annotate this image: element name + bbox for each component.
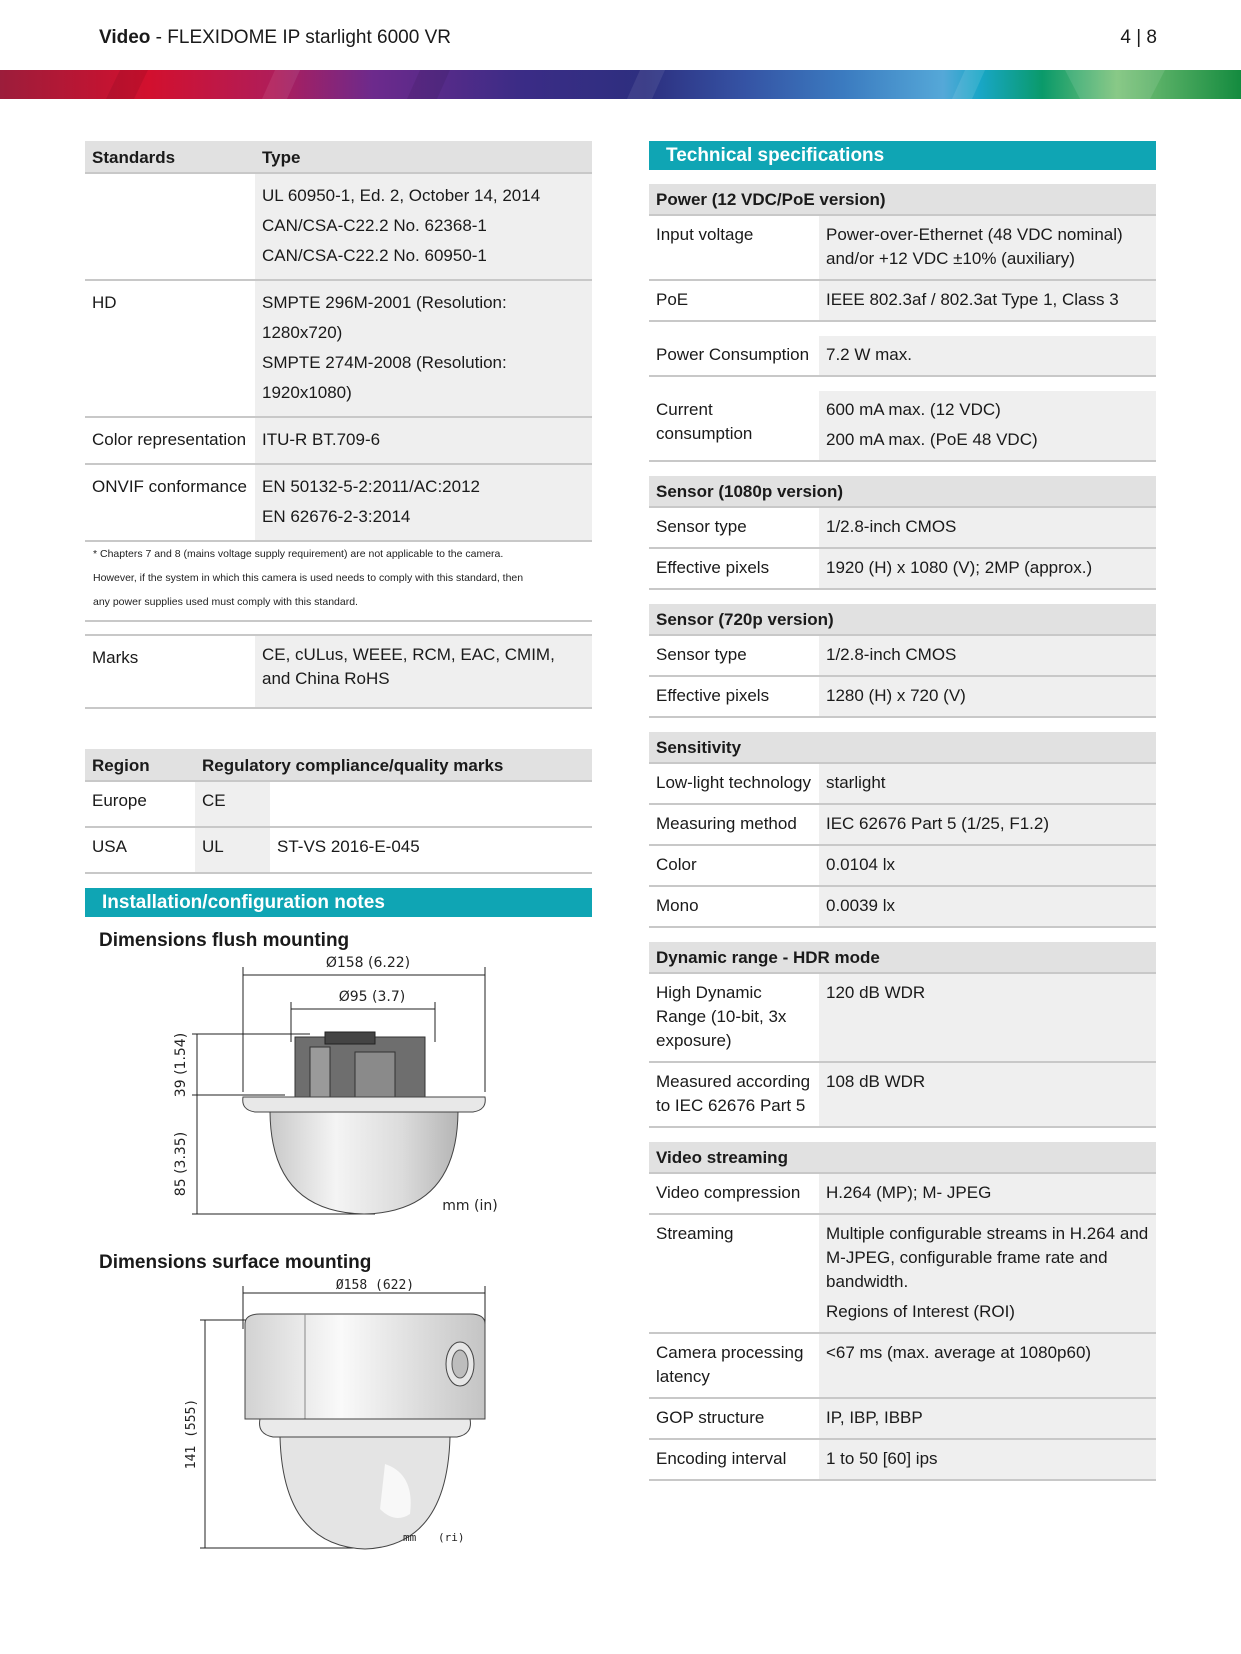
surface-dim-height: 141 (555) xyxy=(184,1398,199,1470)
spec-value: 1 to 50 [60] ips xyxy=(819,1439,1156,1480)
marks-key: Marks xyxy=(85,635,255,708)
spec-value: starlight xyxy=(819,763,1156,804)
spec-key: Mono xyxy=(649,886,819,927)
hd-key: HD xyxy=(85,280,255,417)
spec-group-heading: Power (12 VDC/PoE version) xyxy=(649,184,1156,215)
tech-spec-title: Technical specifications xyxy=(649,141,1156,170)
spec-value: 1920 (H) x 1080 (V); 2MP (approx.) xyxy=(819,548,1156,589)
table-row xyxy=(649,336,1156,376)
table-row xyxy=(649,763,1156,804)
table-row xyxy=(649,1333,1156,1398)
spec-value: <67 ms (max. average at 1080p60) xyxy=(819,1333,1156,1398)
dim-outer-diameter: Ø158 (6.22) xyxy=(325,955,411,971)
spec-key: Measuring method xyxy=(649,804,819,845)
spec-key: Current consumption xyxy=(649,391,819,461)
region-table xyxy=(85,749,592,874)
surface-unit-a: mm xyxy=(403,1531,417,1544)
spec-group-heading: Video streaming xyxy=(649,1142,1156,1173)
spec-key: Low-light technology xyxy=(649,763,819,804)
spec-key: Encoding interval xyxy=(649,1439,819,1480)
table-row xyxy=(649,845,1156,886)
table-row xyxy=(649,280,1156,321)
table-row xyxy=(649,1398,1156,1439)
flush-mount-drawing xyxy=(85,952,592,1248)
document-title: Video - FLEXIDOME IP starlight 6000 VR xyxy=(99,27,451,48)
spec-key: Streaming xyxy=(649,1214,819,1333)
table-row xyxy=(649,391,1156,461)
spec-value: 7.2 W max. xyxy=(819,336,1156,376)
surface-mount-drawing xyxy=(85,1274,592,1564)
spec-value: 1/2.8-inch CMOS xyxy=(819,635,1156,676)
dim-inner-diameter: Ø95 (3.7) xyxy=(338,989,406,1005)
surface-dim-diameter: Ø158 (622) xyxy=(335,1278,415,1293)
onvif-values: EN 50132-5-2:2011/AC:2012 EN 62676-2-3:2014 xyxy=(255,464,592,541)
table-row xyxy=(649,886,1156,927)
standards-footnote: * Chapters 7 and 8 (mains voltage supply requirement) are not applicable to the camera. However, if the system in which this camera is used needs to comply with this standard, then any power supplies used must comply with this standard. xyxy=(85,541,592,621)
dim-top-height: 39 (1.54) xyxy=(173,1032,189,1098)
spec-group-heading: Dynamic range - HDR mode xyxy=(649,942,1156,973)
table-row xyxy=(649,1439,1156,1480)
spec-value: H.264 (MP); M- JPEG xyxy=(819,1173,1156,1214)
table-row xyxy=(649,215,1156,280)
spec-value: 108 dB WDR xyxy=(819,1062,1156,1127)
hd-values: SMPTE 296M-2001 (Resolution: 1280x720) SMPTE 274M-2008 (Resolution: 1920x1080) xyxy=(255,280,592,417)
right-column xyxy=(649,141,1156,1481)
standards-values: UL 60950-1, Ed. 2, October 14, 2014 CAN/CSA-C22.2 No. 62368-1 CAN/CSA-C22.2 No. 60950-1 xyxy=(255,173,592,280)
color-rep-key: Color representation xyxy=(85,417,255,464)
table-row xyxy=(649,548,1156,589)
surface-mounting-heading: Dimensions surface mounting xyxy=(99,1252,372,1273)
spec-value: IP, IBP, IBBP xyxy=(819,1398,1156,1439)
spec-value: 0.0039 lx xyxy=(819,886,1156,927)
spec-key: Measured according to IEC 62676 Part 5 xyxy=(649,1062,819,1127)
table-row xyxy=(649,635,1156,676)
spec-value: 1/2.8-inch CMOS xyxy=(819,507,1156,548)
color-rep-value: ITU-R BT.709-6 xyxy=(255,417,592,464)
spec-value: 600 mA max. (12 VDC) 200 mA max. (PoE 48 VDC) xyxy=(819,391,1156,461)
tech-spec-table xyxy=(649,184,1156,1481)
spec-key: Power Consumption xyxy=(649,336,819,376)
table-row xyxy=(649,676,1156,717)
dim-bottom-height: 85 (3.35) xyxy=(173,1131,189,1197)
table-row xyxy=(649,804,1156,845)
spec-key: Sensor type xyxy=(649,507,819,548)
spec-key: Video compression xyxy=(649,1173,819,1214)
spec-value: 0.0104 lx xyxy=(819,845,1156,886)
spec-value: IEC 62676 Part 5 (1/25, F1.2) xyxy=(819,804,1156,845)
flush-mounting-heading: Dimensions flush mounting xyxy=(99,930,350,951)
type-col-header: Type xyxy=(255,141,592,173)
spec-key: Color xyxy=(649,845,819,886)
standards-col-header: Standards xyxy=(85,141,255,173)
spec-group-heading: Sensor (1080p version) xyxy=(649,476,1156,507)
spec-value: Power-over-Ethernet (48 VDC nominal) and/or +12 VDC ±10% (auxiliary) xyxy=(819,215,1156,280)
table-row xyxy=(649,1214,1156,1333)
installation-section-title: Installation/configuration notes xyxy=(85,888,592,917)
spec-value: IEEE 802.3af / 802.3at Type 1, Class 3 xyxy=(819,280,1156,321)
table-row xyxy=(649,1173,1156,1214)
spec-key: GOP structure xyxy=(649,1398,819,1439)
table-row xyxy=(649,973,1156,1062)
spec-key: Input voltage xyxy=(649,215,819,280)
brand-color-band xyxy=(0,70,1241,99)
flush-unit-label: mm (in) xyxy=(442,1198,498,1214)
spec-value: Multiple configurable streams in H.264 and M-JPEG, configurable frame rate and bandwidth. Regions of Interest (ROI) xyxy=(819,1214,1156,1333)
spec-key: Effective pixels xyxy=(649,676,819,717)
spec-value: 120 dB WDR xyxy=(819,973,1156,1062)
table-row: Europe CE xyxy=(85,781,592,827)
table-row xyxy=(649,1062,1156,1127)
region-col-header: Region xyxy=(85,749,195,781)
marks-value: CE, cULus, WEEE, RCM, EAC, CMIM, and China RoHS xyxy=(255,635,592,708)
spec-key: Sensor type xyxy=(649,635,819,676)
table-row: USA UL ST-VS 2016-E-045 xyxy=(85,827,592,873)
spec-key: Camera processing latency xyxy=(649,1333,819,1398)
spec-group-heading: Sensitivity xyxy=(649,732,1156,763)
page-header xyxy=(0,0,1241,70)
spec-key: PoE xyxy=(649,280,819,321)
spec-group-heading: Sensor (720p version) xyxy=(649,604,1156,635)
table-row xyxy=(649,507,1156,548)
spec-key: Effective pixels xyxy=(649,548,819,589)
standards-table xyxy=(85,141,592,709)
left-column xyxy=(85,141,592,1564)
surface-unit-b: (ri) xyxy=(438,1531,465,1544)
spec-key: High Dynamic Range (10-bit, 3x exposure) xyxy=(649,973,819,1062)
onvif-key: ONVIF conformance xyxy=(85,464,255,541)
spec-value: 1280 (H) x 720 (V) xyxy=(819,676,1156,717)
page-number: 4 | 8 xyxy=(1120,27,1157,48)
marks-col-header: Regulatory compliance/quality marks xyxy=(195,749,592,781)
standards-key xyxy=(85,173,255,280)
